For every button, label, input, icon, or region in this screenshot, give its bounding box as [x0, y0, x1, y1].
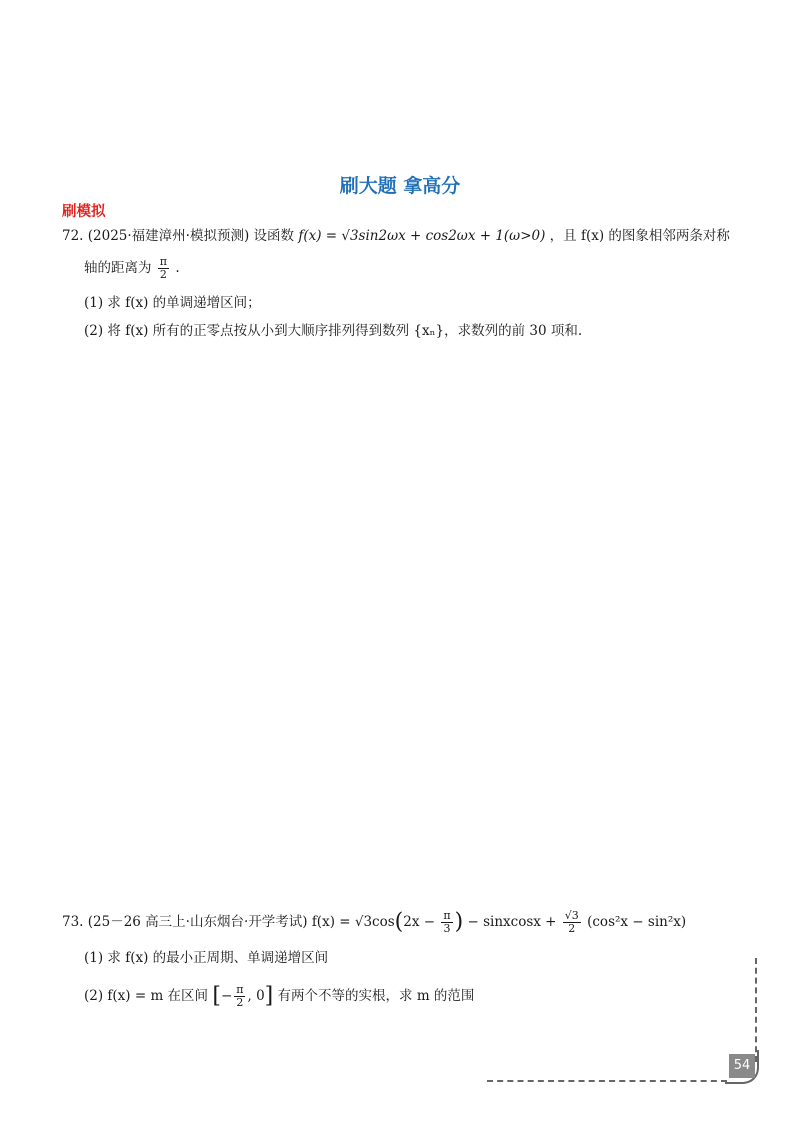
q72-line1 [62, 226, 730, 246]
q72-part2: (2) 将 f(x) 所有的正零点按从小到大顺序排列得到数列 {xₙ}，求数列的前 30 项和. [84, 323, 583, 339]
q73-frac2-den: 2 [568, 922, 576, 935]
q73-paren-close: ) [454, 909, 464, 935]
q73-frac3-den: 2 [236, 996, 244, 1009]
q73-part2 [84, 984, 474, 1009]
footer-dashed-border-vertical [755, 958, 757, 1062]
q72-frac-num: π [159, 255, 168, 268]
q73-fraction-2 [563, 910, 581, 935]
footer-dashed-border-horizontal [487, 1080, 727, 1082]
q73-interval-b: , 0 [247, 988, 265, 1004]
q72-formula: f(x) = √3sin2ωx + cos2ωx + 1(ω>0) [298, 228, 546, 244]
q73-fraction-3 [234, 984, 245, 1009]
q72-line2-prefix: 轴的距离为 [84, 260, 152, 276]
q73-paren-open: ( [394, 909, 404, 935]
q73-part2-suffix: 有两个不等的实根，求 m 的范围 [277, 988, 475, 1004]
q72-tail: ，且 f(x) 的图象相邻两条对称 [549, 228, 730, 244]
q73-frac2-num: √3 [564, 909, 579, 922]
q72-frac-den: 2 [159, 268, 167, 281]
q72-part1: (1) 求 f(x) 的单调递增区间； [84, 295, 261, 311]
q73-paren-inner: 2x − [403, 914, 436, 930]
q73-lead: 73. (25－26 高三上·山东烟台·开学考试) f(x) = √3cos [62, 914, 395, 930]
page-title: 刷大题 拿高分 [339, 175, 461, 197]
q73-part1: (1) 求 f(x) 的最小正周期、单调递增区间 [84, 950, 329, 966]
q72-line2-suffix: . [175, 260, 180, 276]
q73-tail: (cos²x − sin²x) [587, 914, 687, 930]
q73-bracket-open: [ [212, 983, 221, 1009]
q73-frac3-num: π [236, 983, 244, 996]
q72-line2 [84, 256, 180, 281]
q73-part2-prefix: (2) f(x) = m 在区间 [84, 988, 209, 1004]
q72-lead: 72. (2025·福建漳州·模拟预测) 设函数 [62, 228, 295, 244]
section-label: 刷模拟 [62, 204, 106, 220]
q73-frac1-num: π [443, 909, 451, 922]
q73-line1 [62, 910, 686, 935]
q73-interval-a: − [220, 988, 233, 1004]
q73-mid: − sinxcosx + [467, 914, 557, 930]
q72-fraction [158, 256, 169, 281]
page-number: 54 [729, 1054, 755, 1078]
q73-frac1-den: 3 [443, 922, 451, 935]
q73-bracket-close: ] [264, 983, 274, 1009]
q73-fraction-1 [441, 910, 452, 935]
